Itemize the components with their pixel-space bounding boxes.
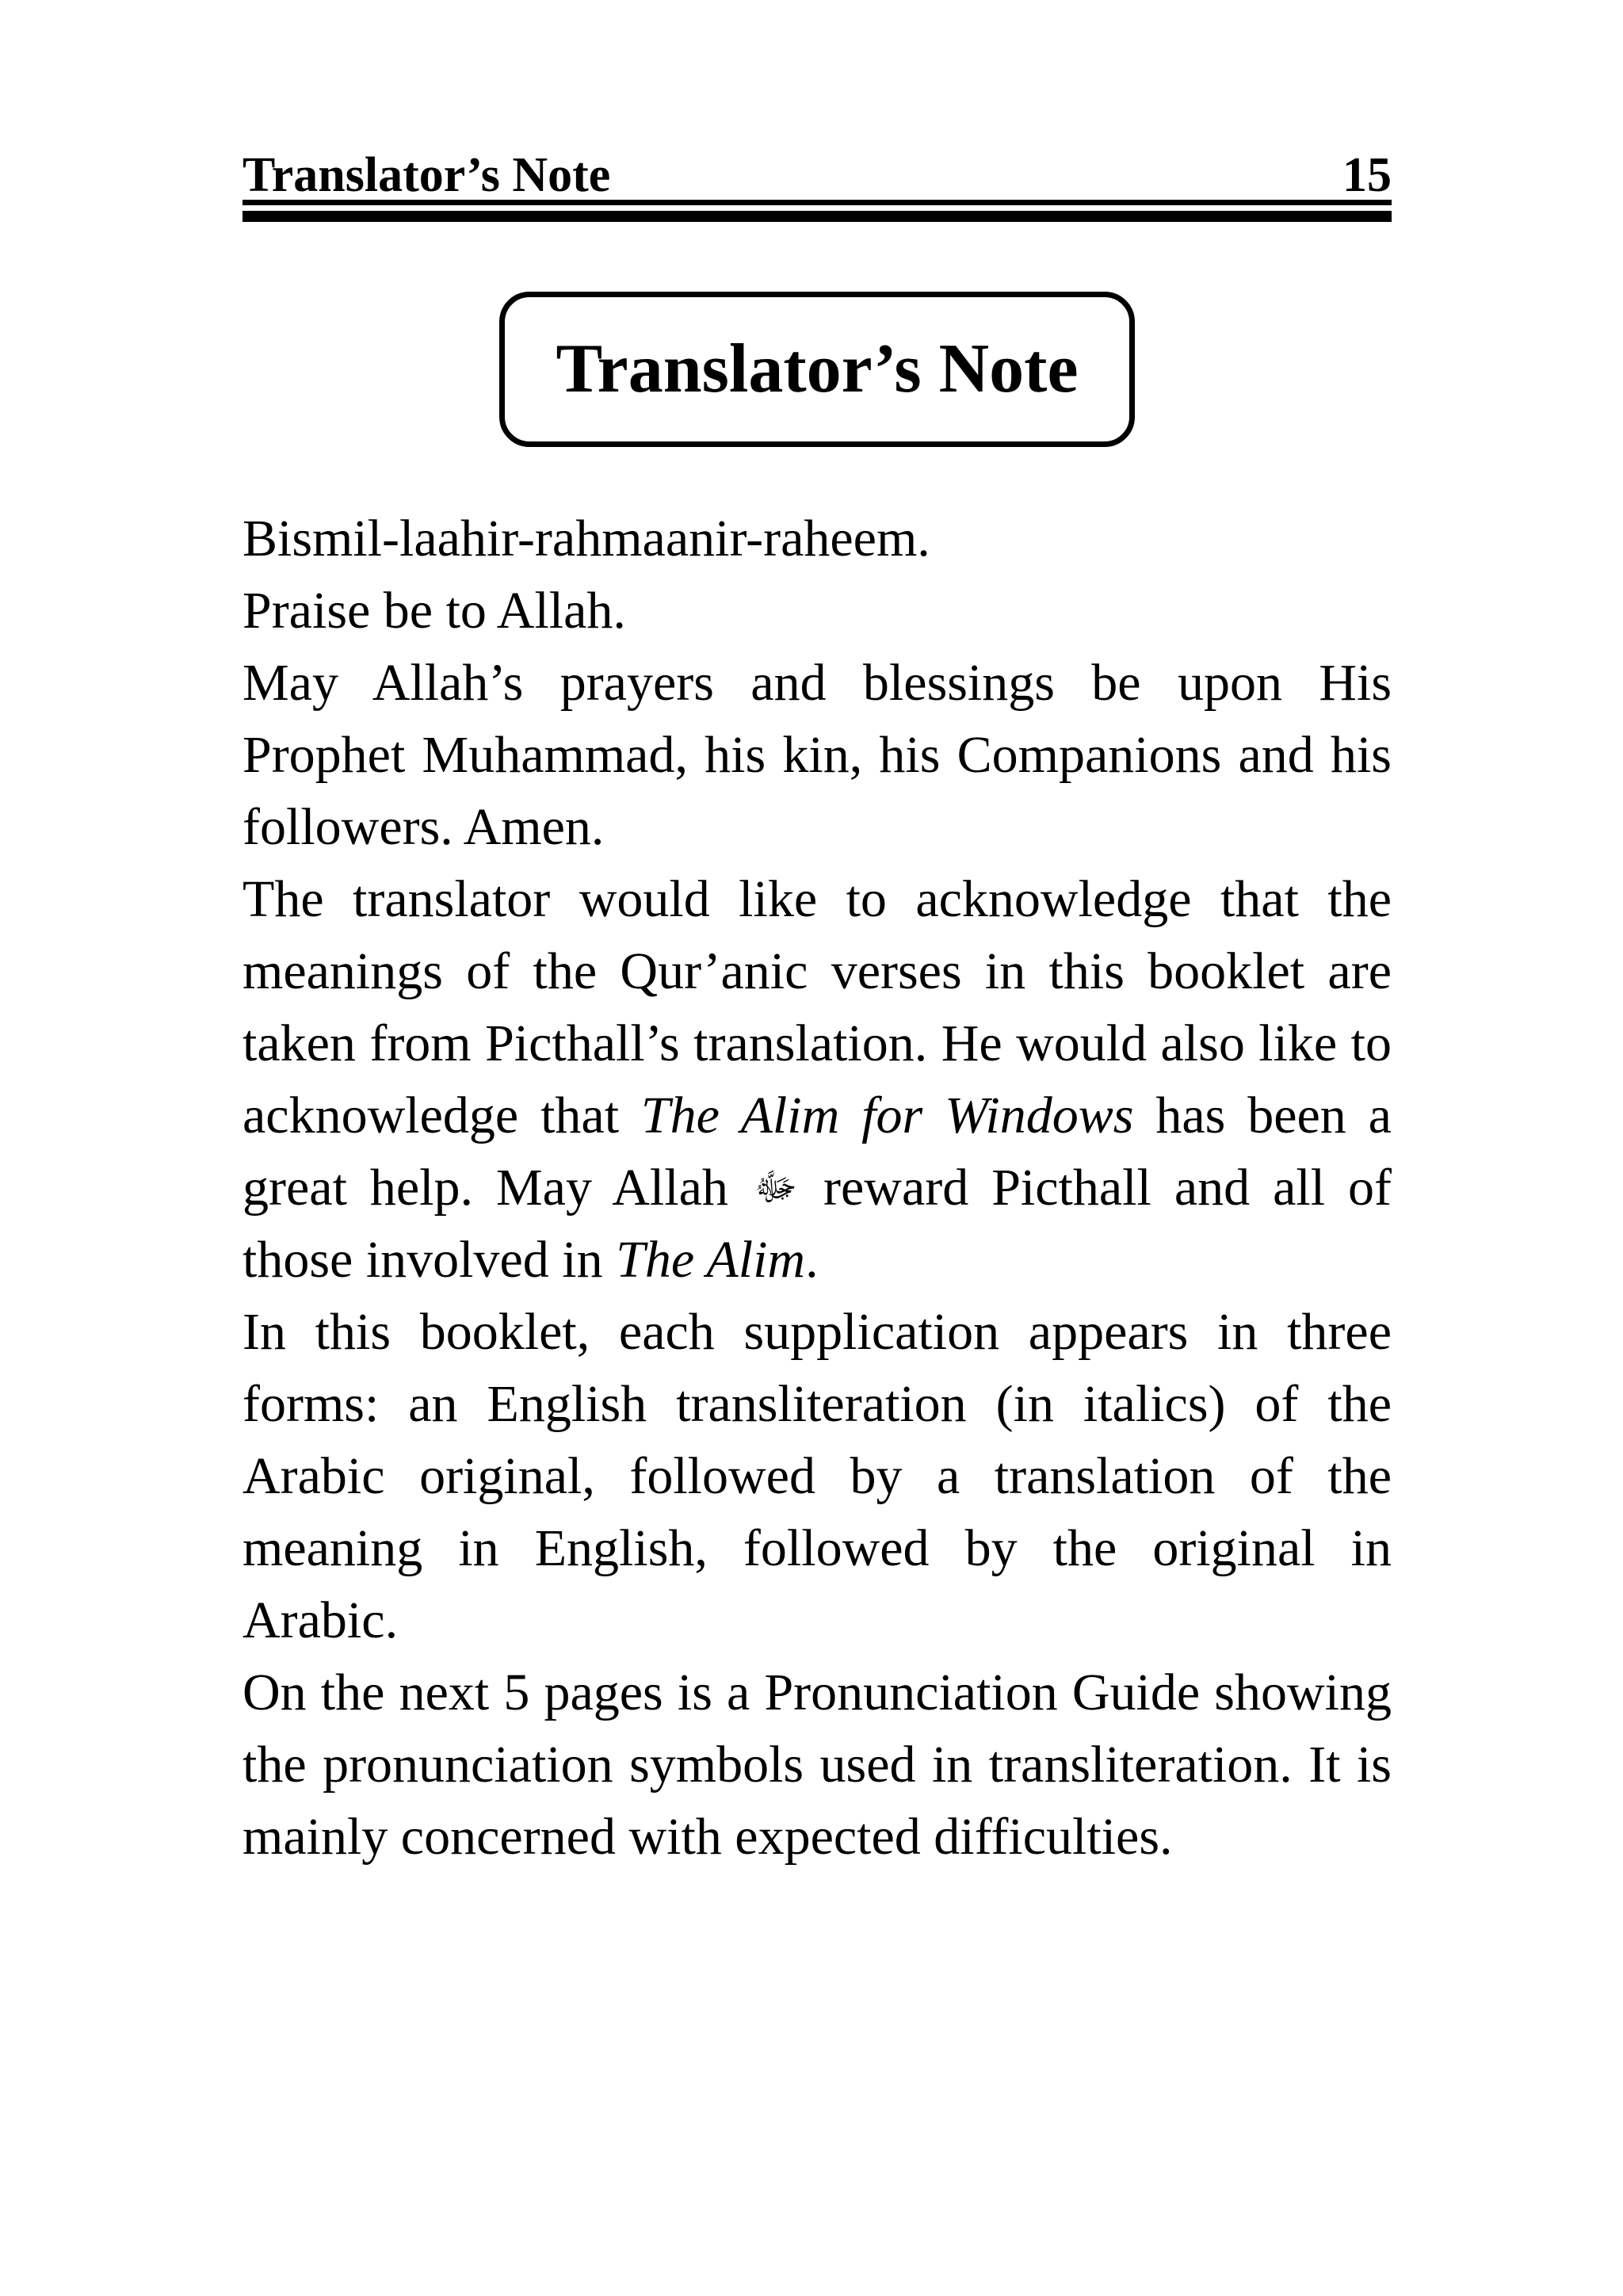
- paragraph-acknowledgement: [242, 863, 1392, 1296]
- document-page: [242, 143, 1392, 1873]
- chapter-title-box: [499, 292, 1134, 447]
- ack-title-alim-windows: The Alim for Windows: [640, 1087, 1134, 1144]
- header-rule: [242, 211, 1392, 222]
- paragraph-praise: Praise be to Allah.: [242, 582, 626, 640]
- honorific-glyph-icon: ﷻ: [754, 1165, 798, 1209]
- running-header: [242, 143, 1392, 205]
- ack-text-1: The translator would like to acknowledge that the meanings of the Qur’anic verses in this booklet are taken from Picthall’s translation. He would also like to acknowledge that: [242, 870, 1392, 1144]
- ack-text-3: reward Picthall and all of those involved in: [242, 1159, 1392, 1289]
- ack-title-alim: The Alim: [616, 1231, 806, 1289]
- running-title: Translator’s Note: [242, 148, 611, 202]
- ack-text-4: .: [805, 1231, 819, 1289]
- paragraph-basmala: Bismil-laahir-rahmaanir-raheem.: [242, 510, 930, 567]
- page-number: 15: [1342, 148, 1392, 202]
- title-box-wrap: [242, 292, 1392, 447]
- ack-text-2: has been a great help. May Allah: [242, 1087, 1392, 1217]
- body-text: [242, 502, 1392, 1873]
- paragraph-blessings: May Allah’s prayers and blessings be upon His Prophet Muhammad, his kin, his Companions and his followers. Amen.: [242, 654, 1392, 856]
- chapter-title: Translator’s Note: [556, 330, 1079, 407]
- paragraph-pronunciation: On the next 5 pages is a Pronunciation Guide showing the pronunciation symbols used in transliteration. It is mainly concerned with expected difficulties.: [242, 1664, 1392, 1866]
- paragraph-forms: In this booklet, each supplication appears in three forms: an English transliteration (in italics) of the Arabic original, followed by a translation of the meaning in English, followed by the original in Arabic.: [242, 1303, 1392, 1649]
